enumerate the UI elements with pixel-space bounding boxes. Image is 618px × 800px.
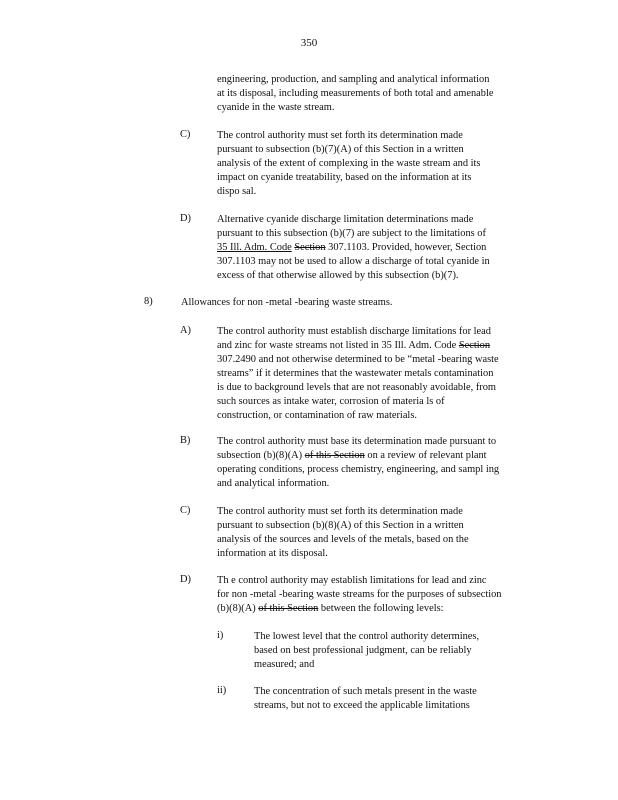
- text-line: based on best professional judgment, can be reliably: [254, 645, 472, 656]
- item-label-c7: C): [180, 129, 191, 140]
- item-label-b8: B): [180, 435, 191, 446]
- text-line: such sources as intake water, corrosion of materia ls of: [217, 396, 445, 407]
- text-line: analysis of the extent of complexing in the waste stream and its: [217, 158, 481, 169]
- underlined-insertion: 35 Ill. Adm. Code: [217, 242, 292, 253]
- text-line: dispo sal.: [217, 186, 257, 197]
- text-line: analysis of the sources and levels of the metals, based on the: [217, 534, 469, 545]
- text-line: for non -metal -bearing waste streams for the purposes of subsection: [217, 589, 502, 600]
- text-line: streams, but not to exceed the applicable limitations: [254, 700, 470, 711]
- item-c8-text: [217, 505, 469, 561]
- subitem-label-i: i): [217, 630, 224, 641]
- text-line: The control authority must set forth its determination made: [217, 506, 463, 517]
- subitem-label-ii: ii): [217, 685, 227, 696]
- item-label-d8: D): [180, 574, 191, 585]
- text-line: pursuant to subsection (b)(7)(A) of this Section in a written: [217, 144, 464, 155]
- item-d7-text: [217, 213, 490, 283]
- text-line: cyanide in the waste stream.: [217, 102, 335, 113]
- page-number: 350: [300, 37, 318, 49]
- text-line-amended: [217, 241, 490, 255]
- text-segment: and zinc for waste streams not listed in 35 Ill. Adm. Code: [217, 340, 457, 351]
- text-segment: 307.1103. Provided, however, Section: [325, 242, 487, 253]
- text-line: 307.1103 may not be used to allow a discharge of total cyanide in: [217, 256, 490, 267]
- struck-deletion: of this Section: [304, 450, 365, 461]
- text-line: The control authority must base its determination made pursuant to: [217, 436, 497, 447]
- text-segment: subsection (b)(8)(A): [217, 450, 303, 461]
- item-c7-text: [217, 129, 480, 199]
- item-label-a8: A): [180, 325, 191, 336]
- text-line: The control authority must set forth its determination made: [217, 130, 463, 141]
- item-label-c8: C): [180, 505, 191, 516]
- subitem-ii-text: [254, 685, 477, 713]
- item-label-d7: D): [180, 213, 191, 224]
- item-a8-text: [217, 325, 499, 423]
- text-segment: between the following levels:: [320, 603, 444, 614]
- text-segment: (b)(8)(A): [217, 603, 256, 614]
- subitem-i-text: [254, 630, 479, 672]
- struck-deletion: of this Section: [258, 603, 319, 614]
- struck-deletion: Section: [458, 340, 491, 351]
- item-d8-text: [217, 574, 502, 616]
- continuation-paragraph: [217, 73, 493, 115]
- struck-deletion: Section: [294, 242, 326, 253]
- text-line-amended: [217, 339, 499, 353]
- text-line-amended: [217, 602, 502, 616]
- section-heading-8: Allowances for non -metal -bearing waste streams.: [181, 297, 393, 308]
- text-line: The lowest level that the control authority determines,: [254, 631, 480, 642]
- text-line: information at its disposal.: [217, 548, 328, 559]
- text-line: excess of that otherwise allowed by this subsection (b)(7).: [217, 270, 459, 281]
- text-line: operating conditions, process chemistry, engineering, and sampl ing: [217, 464, 500, 475]
- text-line: is due to background levels that are not reasonably avoidable, from: [217, 382, 497, 393]
- text-line: Alternative cyanide discharge limitation determinations made: [217, 214, 474, 225]
- text-line: impact on cyanide treatability, based on the information at its: [217, 172, 472, 183]
- text-line: engineering, production, and sampling and analytical information: [217, 74, 490, 85]
- text-line: and analytical information.: [217, 478, 330, 489]
- text-line: 307.2490 and not otherwise determined to be “metal -bearing waste: [217, 354, 499, 365]
- text-line: pursuant to this subsection (b)(7) are subject to the limitations of: [217, 228, 486, 239]
- text-line: The concentration of such metals present in the waste: [254, 686, 477, 697]
- text-line: Th e control authority may establish limitations for lead and zinc: [217, 575, 487, 586]
- text-line: construction, or contamination of raw materials.: [217, 410, 417, 421]
- text-segment: on a review of relevant plant: [367, 450, 487, 461]
- text-line: at its disposal, including measurements of both total and amenable: [217, 88, 494, 99]
- text-line-amended: [217, 449, 499, 463]
- text-line: measured; and: [254, 659, 315, 670]
- text-line: The control authority must establish discharge limitations for lead: [217, 326, 491, 337]
- section-label-8: 8): [144, 296, 153, 307]
- text-line: pursuant to subsection (b)(8)(A) of this Section in a written: [217, 520, 464, 531]
- text-line: streams” if it determines that the wastewater metals contamination: [217, 368, 494, 379]
- item-b8-text: [217, 435, 499, 491]
